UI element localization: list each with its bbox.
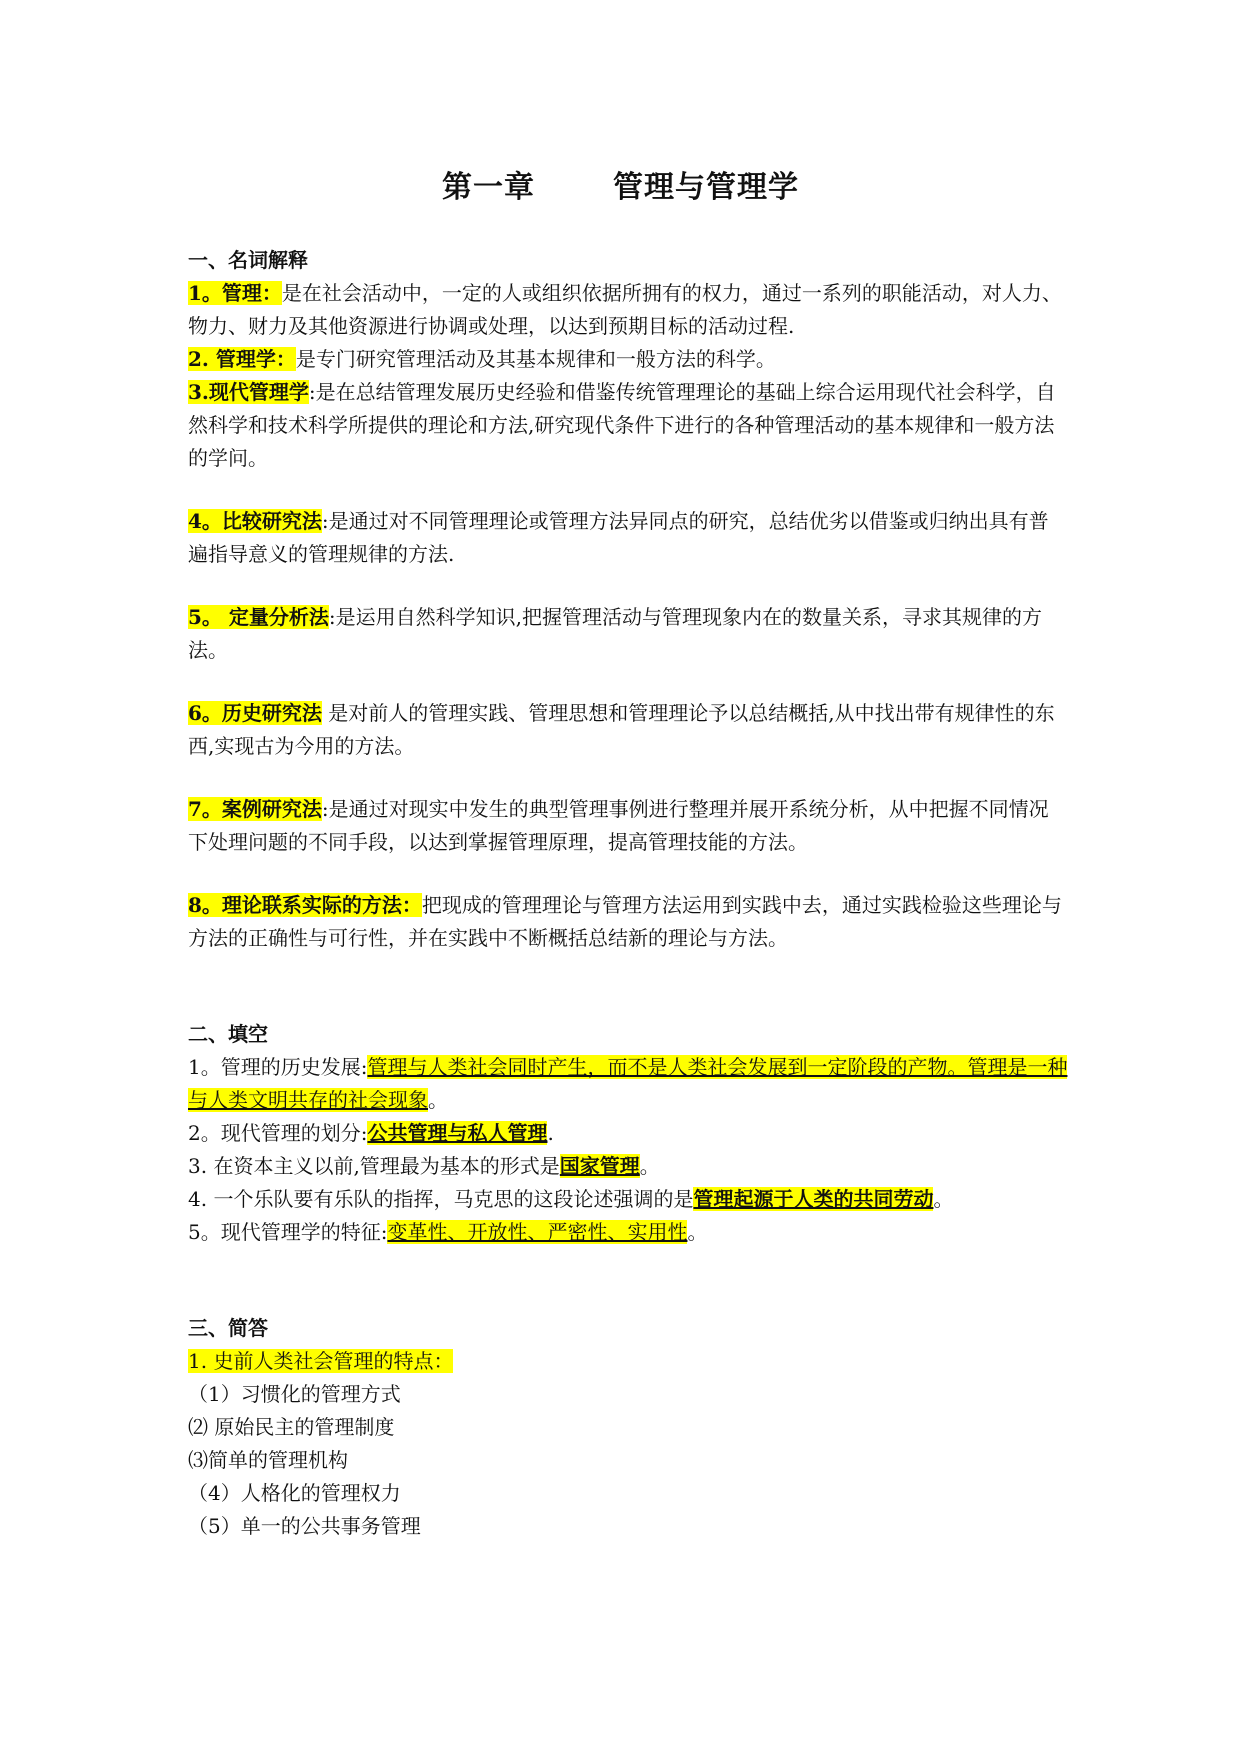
fill-blank-suffix: . (547, 1121, 554, 1145)
section-heading-fill-blank: 二、填空 (188, 1022, 268, 1046)
definition-term: 7。案例研究法 (188, 797, 322, 821)
definition-text: 是在社会活动中，一定的人或组织依据所拥有的权力，通过一系列的职能活动，对人力、物力、财力及其他资源进行协调或处理，以达到预期目标的活动过程. (188, 281, 1062, 338)
fill-blank-prompt: 3. 在资本主义以前,管理最为基本的形式是 (188, 1154, 560, 1178)
definition-term: 5。 定量分析法 (188, 605, 329, 629)
definition-term: 2. 管理学： (188, 347, 296, 371)
definition-term: 3.现代管理学 (188, 380, 309, 404)
fill-blank-item (188, 1216, 1068, 1249)
definition-text: 把现成的管理理论与管理方法运用到实践中去，通过实践检验这些理论与方法的正确性与可行性，并在实践中不断概括总结新的理论与方法。 (188, 893, 1062, 950)
fill-blank-prompt: 1。管理的历史发展: (188, 1055, 368, 1079)
question-text: 1. 史前人类社会管理的特点： (188, 1349, 454, 1373)
chapter-title (0, 162, 1241, 206)
definition-item (188, 793, 1068, 859)
fill-blank-answer: 公共管理与私人管理 (367, 1121, 548, 1145)
definition-text: :是通过对不同管理理论或管理方法异同点的研究，总结优劣以借鉴或归纳出具有普遍指导意义的管理规律的方法. (188, 509, 1049, 566)
definition-text: 是对前人的管理实践、管理思想和管理理论予以总结概括,从中找出带有规律性的东西,实现古为今用的方法。 (188, 701, 1055, 758)
definition-text: :是在总结管理发展历史经验和借鉴传统管理理论的基础上综合运用现代社会科学，自然科学和技术科学所提供的理论和方法,研究现代条件下进行的各种管理活动的基本规律和一般方法的学问。 (188, 380, 1056, 470)
answer-point: ⑵ 原始民主的管理制度 (188, 1415, 395, 1439)
answer-point: （5）单一的公共事务管理 (188, 1514, 421, 1538)
definition-item (188, 277, 1068, 343)
definition-term: 1。管理： (188, 281, 282, 305)
definition-item (188, 505, 1068, 571)
definition-item (188, 601, 1068, 667)
fill-blank-item (188, 1150, 1068, 1183)
fill-blank-suffix: 。 (687, 1220, 708, 1244)
fill-blank-prompt: 4. 一个乐队要有乐队的指挥，马克思的这段论述强调的是 (188, 1187, 694, 1211)
fill-blank-answer: 变革性、开放性、严密性、实用性 (387, 1220, 688, 1244)
definition-text: :是通过对现实中发生的典型管理事例进行整理并展开系统分析，从中把握不同情况下处理问题的不同手段，以达到掌握管理原理，提高管理技能的方法。 (188, 797, 1049, 854)
fill-blank-item (188, 1051, 1068, 1117)
fill-blank-suffix: 。 (933, 1187, 954, 1211)
fill-blank-answer: 国家管理 (559, 1154, 640, 1178)
fill-blank-answer: 管理与人类社会同时产生，而不是人类社会发展到一定阶段的产物。管理是一种与人类文明共存的社会现象 (188, 1055, 1068, 1112)
definition-term: 8。理论联系实际的方法： (188, 893, 422, 917)
fill-blank-suffix: 。 (428, 1088, 448, 1112)
definition-item (188, 376, 1068, 475)
definition-item (188, 343, 1068, 376)
definition-item (188, 697, 1068, 763)
document-body (188, 244, 1068, 1543)
answer-point: （4）人格化的管理权力 (188, 1481, 401, 1505)
fill-blank-prompt: 5。现代管理学的特征: (188, 1220, 388, 1244)
definition-term: 6。历史研究法 (188, 701, 322, 725)
fill-blank-suffix: 。 (639, 1154, 660, 1178)
short-answer-question (188, 1345, 1068, 1378)
fill-blank-answer: 管理起源于人类的共同劳动 (693, 1187, 934, 1211)
fill-blank-prompt: 2。现代管理的划分: (188, 1121, 368, 1145)
definition-term: 4。比较研究法 (188, 509, 322, 533)
chapter-name: 管理与管理学 (613, 170, 799, 205)
section-heading-short-answer: 三、简答 (188, 1316, 268, 1340)
definition-item (188, 889, 1068, 955)
answer-point: ⑶简单的管理机构 (188, 1448, 348, 1472)
definition-text: 是专门研究管理活动及其基本规律和一般方法的科学。 (295, 347, 776, 371)
fill-blank-item (188, 1117, 1068, 1150)
chapter-number: 第一章 (442, 170, 535, 205)
definition-text: :是运用自然科学知识,把握管理活动与管理现象内在的数量关系，寻求其规律的方法。 (188, 605, 1042, 662)
fill-blank-item (188, 1183, 1068, 1216)
answer-point: （1）习惯化的管理方式 (188, 1382, 401, 1406)
section-heading-definitions: 一、名词解释 (188, 248, 308, 272)
